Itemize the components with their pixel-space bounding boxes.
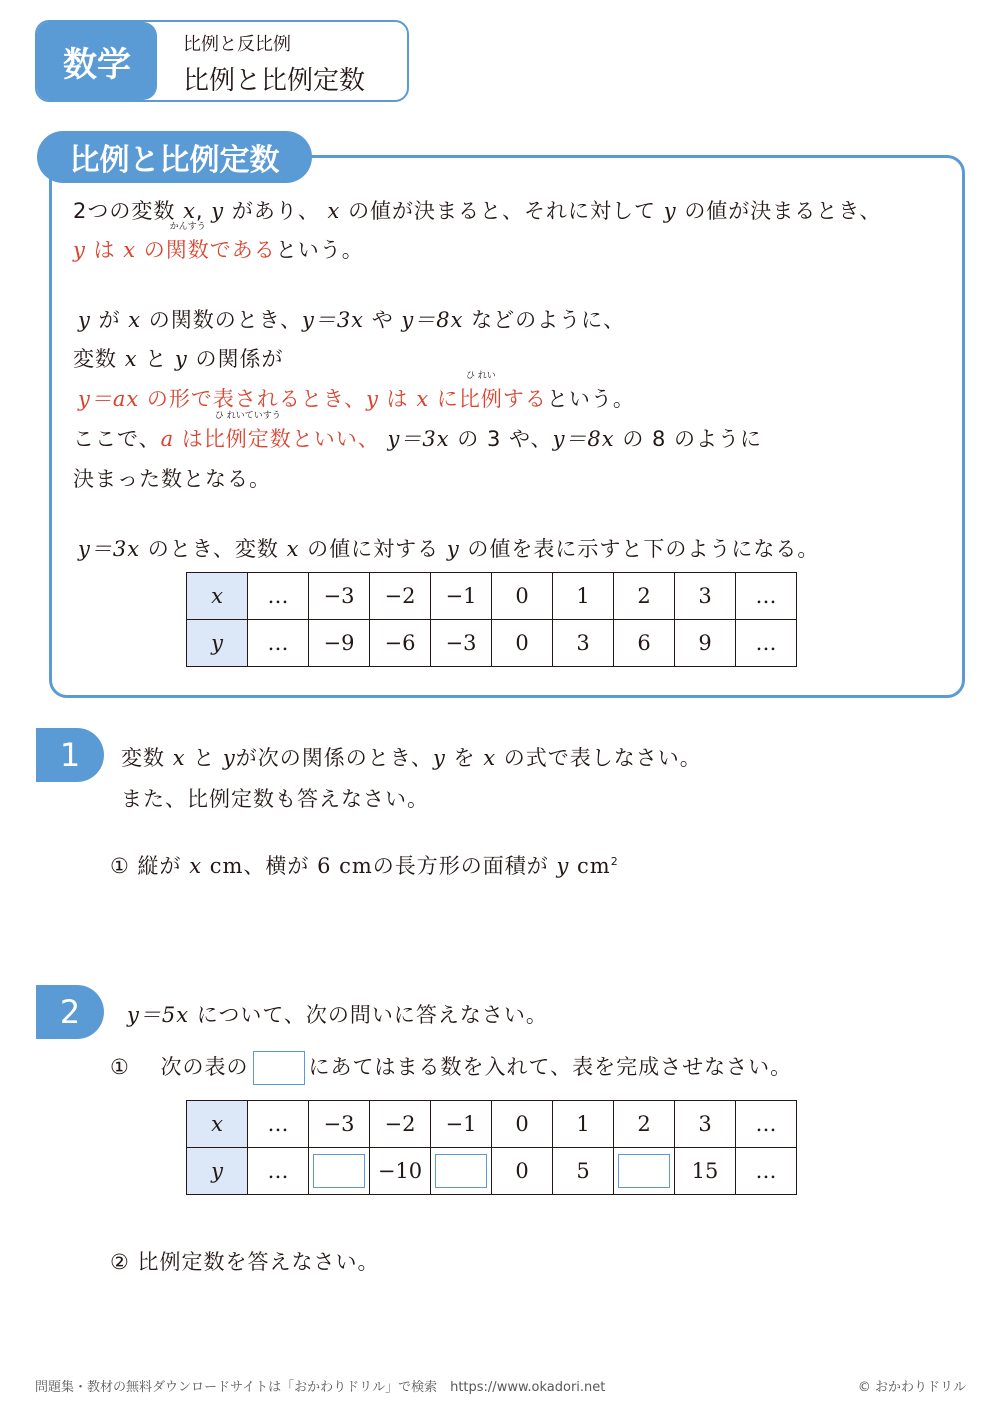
table-cell: … <box>736 573 797 620</box>
table-row-y <box>187 1148 797 1195</box>
table-cell: … <box>248 1101 309 1148</box>
table-cell: −3 <box>309 1101 370 1148</box>
question-1-item-1: ① 縦が x cm、横が 6 cmの長方形の面積が y $cm^2$ <box>110 854 619 878</box>
question-1-text-2: また、比例定数も答えなさい。 <box>121 787 429 811</box>
table-row-y <box>187 620 797 667</box>
table-cell: … <box>736 1148 797 1195</box>
table-cell: −10 <box>370 1148 431 1195</box>
lesson-para-7: 決まった数となる。 <box>73 467 271 491</box>
table-cell: −9 <box>309 620 370 667</box>
table-cell: … <box>248 620 309 667</box>
table-cell-answer[interactable] <box>431 1148 492 1195</box>
table-cell: 15 <box>675 1148 736 1195</box>
answer-box-sample <box>253 1051 305 1085</box>
table-cell: −3 <box>431 620 492 667</box>
header-badge <box>35 20 409 102</box>
question-2-item-1: ① 次の表の にあてはまる数を入れて、表を完成させなさい。 <box>110 1051 792 1085</box>
question-1-text-1: 変数 x と yが次の関係のとき、y を x の式で表しなさい。 <box>121 746 702 770</box>
table-cell: … <box>248 573 309 620</box>
table-cell-answer[interactable] <box>614 1148 675 1195</box>
unit-label: 比例と反比例 <box>183 34 291 55</box>
table-cell: 0 <box>492 573 553 620</box>
lesson-para-4: 変数 x と y の関係が <box>73 347 284 371</box>
question-2-number: 2 <box>36 985 104 1039</box>
lesson-table <box>186 572 797 667</box>
table-cell: 0 <box>492 1148 553 1195</box>
table-cell: y <box>187 1148 248 1195</box>
table-cell: … <box>736 1101 797 1148</box>
table-cell: −2 <box>370 573 431 620</box>
table-cell: 1 <box>553 573 614 620</box>
table-cell: 9 <box>675 620 736 667</box>
table-cell: … <box>736 620 797 667</box>
table-cell: 1 <box>553 1101 614 1148</box>
lesson-para-3: y が x の関数のとき、y＝3x や y＝8x などのように、 <box>78 308 626 332</box>
table-cell: 2 <box>614 1101 675 1148</box>
answer-box[interactable] <box>618 1154 670 1188</box>
table-cell: −1 <box>431 1101 492 1148</box>
table-cell: 5 <box>553 1148 614 1195</box>
lesson-title: 比例と比例定数 <box>37 131 312 183</box>
lesson-para-8: y＝3x のとき、変数 x の値に対する y の値を表に示すと下のようになる。 <box>78 537 820 561</box>
table-cell: −2 <box>370 1101 431 1148</box>
table-cell: 0 <box>492 1101 553 1148</box>
table-cell: −1 <box>431 573 492 620</box>
lesson-para-1: 2つの変数 x, y があり、 x の値が決まると、それに対して y の値が決まるとき、 <box>73 199 882 223</box>
footer-copyright: © おかわりドリル <box>857 1380 966 1395</box>
table-cell: 2 <box>614 573 675 620</box>
answer-box[interactable] <box>435 1154 487 1188</box>
footer-note: 問題集・教材の無料ダウンロードサイトは「おかわりドリル」で検索 https://www.okadori.net <box>35 1380 606 1395</box>
table-cell: −6 <box>370 620 431 667</box>
question-1-number: 1 <box>36 728 104 782</box>
subject-label: 数学 <box>37 22 157 100</box>
table-cell: 6 <box>614 620 675 667</box>
table-row-x <box>187 573 797 620</box>
table-cell: x <box>187 1101 248 1148</box>
table-cell-answer[interactable] <box>309 1148 370 1195</box>
lesson-para-2: y は x の かんすう 関数であるという。 <box>73 222 364 262</box>
lesson-para-6: ここで、a は ひ れいていすう 比例定数といい、 y＝3x の 3 や、y＝8x の 8 のように <box>73 411 763 451</box>
table-cell: 0 <box>492 620 553 667</box>
answer-box[interactable] <box>313 1154 365 1188</box>
table-cell: y <box>187 620 248 667</box>
question-2-text-1: y＝5x について、次の問いに答えなさい。 <box>127 1003 548 1027</box>
page-title: 比例と比例定数 <box>183 66 366 96</box>
table-cell: 3 <box>675 1101 736 1148</box>
table-cell: −3 <box>309 573 370 620</box>
table-cell: 3 <box>675 573 736 620</box>
question-2-item-2: ② 比例定数を答えなさい。 <box>110 1250 380 1274</box>
table-cell: 3 <box>553 620 614 667</box>
table-row-x <box>187 1101 797 1148</box>
table-cell: x <box>187 573 248 620</box>
table-cell: … <box>248 1148 309 1195</box>
question-2-table <box>186 1100 797 1195</box>
lesson-para-5: y＝ax の形で表されるとき、y は x に ひ れい 比例するという。 <box>78 371 635 411</box>
